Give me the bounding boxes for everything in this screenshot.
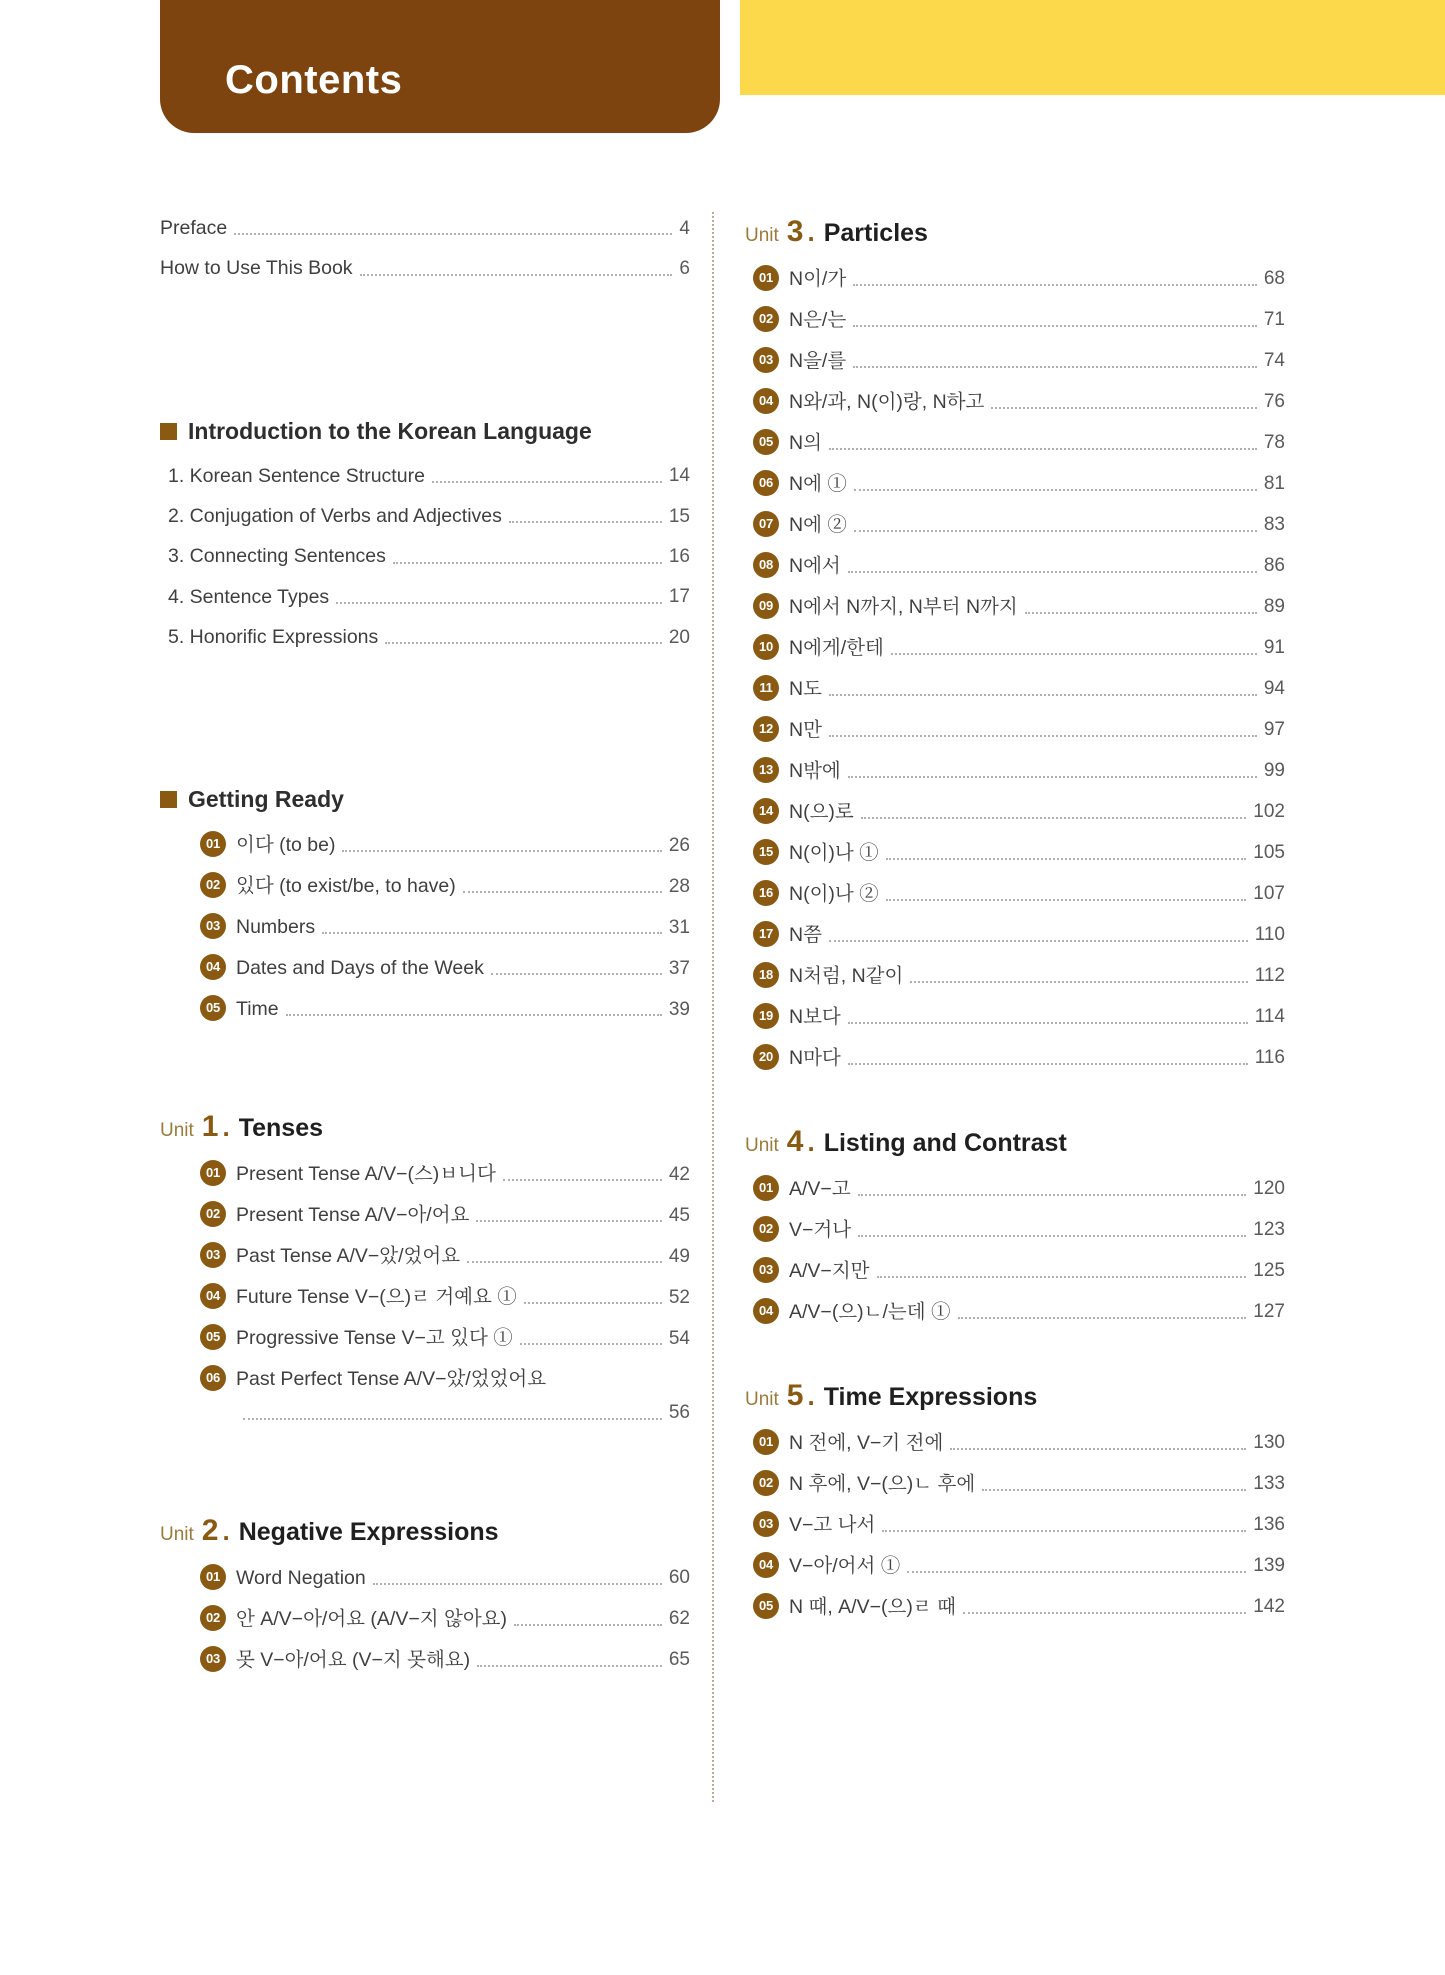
list-item[interactable] — [168, 543, 690, 569]
unit-word: Unit — [745, 1389, 779, 1410]
entry-label: Dates and Days of the Week — [236, 956, 484, 979]
entry-page: 89 — [1263, 596, 1285, 618]
entry-label: N와/과, N(이)랑, N하고 — [789, 390, 985, 413]
entry-label: Past Tense A/V−았/었어요 — [236, 1244, 461, 1267]
entry-label: V−고 나서 — [789, 1513, 876, 1536]
entry-page: 133 — [1253, 1473, 1285, 1495]
entry-label: N 후에, V−(으)ㄴ 후에 — [789, 1472, 976, 1495]
entry-page: 45 — [668, 1204, 690, 1226]
list-item[interactable] — [753, 880, 1285, 907]
entry-page: 60 — [668, 1567, 690, 1589]
entry-page: 71 — [1263, 309, 1285, 331]
unit-number: 3 — [786, 215, 804, 248]
entry-page: 81 — [1263, 473, 1285, 495]
page-title: Contents — [225, 58, 403, 102]
entry-page: 20 — [668, 626, 690, 648]
entry-label: 있다 (to exist/be, to have) — [236, 874, 456, 897]
entry-number-badge: 12 — [753, 716, 779, 742]
leader-dots — [524, 1302, 662, 1304]
list-item[interactable] — [200, 1365, 690, 1392]
leader-dots — [886, 858, 1247, 860]
entry-number-badge: 19 — [753, 1003, 779, 1029]
leader-dots — [858, 1194, 1247, 1196]
entry-page: 14 — [668, 465, 690, 487]
spacer — [160, 296, 690, 418]
section-introduction — [160, 418, 690, 651]
toc-right-column — [745, 215, 1285, 1634]
list-item[interactable] — [168, 584, 690, 610]
unit-number: 5 — [786, 1379, 804, 1412]
entry-page: 120 — [1253, 1178, 1285, 1200]
entry-number-badge: 05 — [200, 1324, 226, 1350]
list-item[interactable] — [168, 463, 690, 489]
unit-heading — [160, 1514, 690, 1548]
entry-page: 142 — [1253, 1596, 1285, 1618]
unit-number: 4 — [786, 1125, 804, 1158]
column-divider — [712, 212, 714, 1802]
list-item[interactable] — [753, 839, 1285, 866]
entry-label: N(이)나 ② — [789, 882, 879, 905]
entry-label: A/V−고 — [789, 1177, 851, 1200]
unit-dot: . — [222, 1112, 230, 1143]
unit-title: Tenses — [238, 1114, 324, 1143]
section-unit-5 — [745, 1379, 1285, 1620]
leader-dots — [360, 274, 673, 276]
list-item[interactable] — [168, 503, 690, 529]
list-item[interactable] — [160, 255, 690, 281]
section-unit-3 — [745, 215, 1285, 1071]
entry-page: 6 — [679, 257, 690, 279]
entry-label: N밖에 — [789, 759, 841, 782]
entry-label: 못 V−아/어요 (V−지 못해요) — [236, 1648, 471, 1671]
list-item[interactable] — [200, 872, 690, 899]
entry-page: 4 — [679, 217, 690, 239]
leader-dots — [829, 735, 1257, 737]
section-unit-1 — [160, 1110, 690, 1426]
entry-page: 125 — [1253, 1260, 1285, 1282]
entry-label: Preface — [160, 217, 228, 239]
list-item[interactable] — [753, 470, 1285, 497]
list-item[interactable] — [753, 1552, 1285, 1579]
entry-number-badge: 01 — [753, 265, 779, 291]
list-item[interactable] — [753, 1429, 1285, 1456]
section-heading-label: Getting Ready — [188, 786, 344, 813]
header-yellow-band — [740, 0, 1445, 95]
entry-number-badge: 01 — [753, 1429, 779, 1455]
leader-dots — [476, 1220, 661, 1222]
list-item[interactable] — [753, 1175, 1285, 1202]
leader-dots — [858, 1235, 1246, 1237]
entry-label: N을/를 — [789, 349, 847, 372]
list-item[interactable] — [200, 1324, 690, 1351]
entry-label: N에 ① — [789, 472, 847, 495]
unit-heading — [160, 1110, 690, 1144]
leader-dots — [467, 1261, 662, 1263]
unit-number: 2 — [201, 1513, 219, 1547]
spacer — [160, 664, 690, 786]
list-item[interactable] — [200, 831, 690, 858]
entry-page: 68 — [1263, 268, 1285, 290]
entry-page: 139 — [1253, 1555, 1285, 1577]
entry-label: N에게/한테 — [789, 636, 884, 659]
leader-dots — [886, 899, 1247, 901]
entry-number-badge: 03 — [200, 1646, 226, 1672]
leader-dots — [336, 602, 662, 604]
entry-number-badge: 17 — [753, 921, 779, 947]
list-item[interactable] — [753, 1298, 1285, 1325]
entry-label: 4. Sentence Types — [168, 585, 330, 608]
leader-dots — [848, 1022, 1248, 1024]
list-item[interactable] — [753, 921, 1285, 948]
list-item[interactable] — [200, 913, 690, 940]
leader-dots — [234, 233, 672, 235]
section-heading — [160, 786, 690, 813]
entry-label: 이다 (to be) — [236, 833, 336, 856]
unit-title: Listing and Contrast — [823, 1129, 1067, 1157]
leader-dots — [950, 1448, 1246, 1450]
entry-label: 2. Conjugation of Verbs and Adjectives — [168, 504, 502, 527]
list-item[interactable] — [200, 1283, 690, 1310]
entry-page: 62 — [668, 1608, 690, 1630]
list-item[interactable] — [753, 1216, 1285, 1243]
leader-dots — [991, 407, 1257, 409]
entry-label: Progressive Tense V−고 있다 ① — [236, 1326, 513, 1349]
spacer — [160, 1036, 690, 1110]
square-bullet-icon — [160, 423, 177, 440]
entry-number-badge: 13 — [753, 757, 779, 783]
entry-label: N 전에, V−기 전에 — [789, 1431, 944, 1454]
entry-page: 26 — [668, 834, 690, 856]
entry-number-badge: 03 — [753, 347, 779, 373]
entry-label: N의 — [789, 431, 822, 454]
spacer — [160, 1440, 690, 1514]
unit-heading — [745, 1125, 1285, 1159]
leader-dots — [963, 1612, 1246, 1614]
entry-page: 28 — [668, 875, 690, 897]
entry-number-badge: 03 — [753, 1511, 779, 1537]
entry-label: A/V−(으)ㄴ/는데 ① — [789, 1300, 951, 1323]
list-item[interactable] — [753, 1003, 1285, 1030]
entry-label: A/V−지만 — [789, 1259, 870, 1282]
entry-page: 114 — [1254, 1006, 1285, 1028]
entry-label: N(으)로 — [789, 800, 854, 823]
list-item[interactable] — [753, 429, 1285, 456]
entry-label: N도 — [789, 677, 822, 700]
leader-dots — [373, 1583, 662, 1585]
entry-number-badge: 20 — [753, 1044, 779, 1070]
entry-page: 76 — [1263, 391, 1285, 413]
list-item[interactable] — [753, 388, 1285, 415]
list-item[interactable] — [200, 1564, 690, 1591]
entry-number-badge: 04 — [200, 954, 226, 980]
unit-title: Negative Expressions — [238, 1517, 499, 1546]
leader-dots — [907, 1571, 1246, 1573]
leader-dots — [882, 1530, 1246, 1532]
unit-heading — [745, 215, 1285, 249]
entry-page: 39 — [668, 998, 690, 1020]
list-item[interactable] — [753, 962, 1285, 989]
entry-number-badge: 02 — [200, 872, 226, 898]
entry-label: How to Use This Book — [160, 257, 353, 280]
entry-page: 130 — [1253, 1432, 1285, 1454]
entry-label: Word Negation — [236, 1566, 366, 1589]
entry-page: 105 — [1253, 842, 1285, 864]
entry-label: Present Tense A/V−(스)ㅂ니다 — [236, 1162, 496, 1185]
entry-number-badge: 16 — [753, 880, 779, 906]
entry-label: Numbers — [236, 915, 316, 938]
entry-number-badge: 09 — [753, 593, 779, 619]
entry-page: 94 — [1263, 678, 1285, 700]
list-item[interactable] — [200, 1605, 690, 1632]
section-heading — [160, 418, 690, 445]
entry-number-badge: 15 — [753, 839, 779, 865]
leader-dots — [432, 481, 662, 483]
list-item[interactable] — [753, 757, 1285, 784]
entry-number-badge: 06 — [753, 470, 779, 496]
spacer — [745, 1085, 1285, 1125]
leader-dots — [958, 1317, 1247, 1319]
entry-page: 136 — [1253, 1514, 1285, 1536]
entry-page: 116 — [1254, 1047, 1285, 1069]
unit-word: Unit — [745, 225, 779, 246]
entry-number-badge: 10 — [753, 634, 779, 660]
entry-label: N마다 — [789, 1046, 841, 1069]
leader-dots — [243, 1418, 662, 1420]
leader-dots — [877, 1276, 1247, 1278]
entry-number-badge: 01 — [200, 831, 226, 857]
entry-page: 37 — [668, 957, 690, 979]
entry-number-badge: 02 — [200, 1605, 226, 1631]
entry-label: N(이)나 ① — [789, 841, 879, 864]
leader-dots — [1025, 612, 1257, 614]
entry-page: 123 — [1253, 1219, 1285, 1241]
entry-page: 15 — [668, 505, 690, 527]
unit-title: Time Expressions — [823, 1383, 1038, 1411]
leader-dots — [853, 284, 1257, 286]
unit-word: Unit — [160, 1523, 194, 1545]
list-item[interactable] — [160, 215, 690, 241]
section-unit-2 — [160, 1514, 690, 1673]
entry-page: 99 — [1263, 760, 1285, 782]
leader-dots — [520, 1343, 662, 1345]
entry-number-badge: 02 — [200, 1201, 226, 1227]
entry-label: N이/가 — [789, 267, 847, 290]
leader-dots — [509, 521, 662, 523]
unit-heading — [745, 1379, 1285, 1413]
entry-number-badge: 01 — [753, 1175, 779, 1201]
list-item[interactable] — [753, 1470, 1285, 1497]
entry-page: 17 — [668, 586, 690, 608]
leader-dots — [848, 1063, 1248, 1065]
list-item[interactable] — [753, 306, 1285, 333]
leader-dots — [491, 973, 662, 975]
entry-page: 110 — [1254, 924, 1285, 946]
unit-title: Particles — [823, 219, 928, 247]
entry-page: 127 — [1253, 1301, 1285, 1323]
leader-dots — [286, 1014, 662, 1016]
entry-page: 78 — [1263, 432, 1285, 454]
leader-dots — [829, 448, 1257, 450]
leader-dots — [514, 1624, 662, 1626]
list-item[interactable] — [200, 954, 690, 981]
entry-label: N에서 — [789, 554, 841, 577]
unit-number: 1 — [201, 1110, 219, 1144]
entry-label: N만 — [789, 718, 822, 741]
entry-page: 65 — [668, 1649, 690, 1671]
entry-page: 112 — [1254, 965, 1285, 987]
list-item[interactable] — [753, 1511, 1285, 1538]
entry-page: 74 — [1263, 350, 1285, 372]
entry-number-badge: 01 — [200, 1564, 226, 1590]
list-item[interactable] — [753, 1257, 1285, 1284]
front-matter-list — [160, 215, 690, 282]
spacer — [745, 1339, 1285, 1379]
entry-label: N은/는 — [789, 308, 847, 331]
leader-dots — [853, 366, 1257, 368]
entry-label: Past Perfect Tense A/V−았/었었어요 — [236, 1367, 547, 1390]
unit-word: Unit — [160, 1120, 194, 1142]
entry-number-badge: 11 — [753, 675, 779, 701]
leader-dots — [861, 817, 1247, 819]
entry-number-badge: 04 — [200, 1283, 226, 1309]
leader-dots — [848, 571, 1257, 573]
entry-number-badge: 02 — [753, 1216, 779, 1242]
leader-dots — [477, 1665, 662, 1667]
entry-label: N보다 — [789, 1005, 841, 1028]
unit-dot: . — [807, 1381, 815, 1411]
entry-page: 97 — [1263, 719, 1285, 741]
entry-number-badge: 05 — [753, 429, 779, 455]
entry-number-badge: 01 — [200, 1160, 226, 1186]
list-item[interactable] — [200, 1201, 690, 1228]
entry-number-badge: 03 — [753, 1257, 779, 1283]
entry-label: Time — [236, 997, 279, 1020]
leader-dots — [982, 1489, 1246, 1491]
entry-label: Present Tense A/V−아/어요 — [236, 1203, 470, 1226]
leader-dots — [503, 1179, 662, 1181]
list-item[interactable] — [753, 634, 1285, 661]
entry-page: 54 — [668, 1327, 690, 1349]
entry-number-badge: 04 — [753, 1552, 779, 1578]
list-item[interactable] — [753, 552, 1285, 579]
entry-number-badge: 07 — [753, 511, 779, 537]
list-item[interactable] — [753, 675, 1285, 702]
entry-number-badge: 06 — [200, 1365, 226, 1391]
entry-number-badge: 18 — [753, 962, 779, 988]
unit-dot: . — [807, 1127, 815, 1157]
entry-label: 3. Connecting Sentences — [168, 545, 386, 568]
entry-page: 42 — [668, 1163, 690, 1185]
list-item[interactable] — [168, 624, 690, 650]
entry-label: 안 A/V−아/어요 (A/V−지 않아요) — [236, 1607, 507, 1630]
entry-label: 1. Korean Sentence Structure — [168, 464, 425, 487]
entry-page: 49 — [668, 1245, 690, 1267]
entry-number-badge: 08 — [753, 552, 779, 578]
entry-label: N처럼, N같이 — [789, 964, 904, 987]
square-bullet-icon — [160, 791, 177, 808]
entry-label: V−거나 — [789, 1218, 852, 1241]
leader-dots — [393, 562, 662, 564]
unit-dot: . — [222, 1515, 230, 1546]
entry-label: N 때, A/V−(으)ㄹ 때 — [789, 1595, 956, 1618]
entry-label: N쯤 — [789, 923, 822, 946]
list-item[interactable] — [753, 1044, 1285, 1071]
entry-page: 86 — [1263, 555, 1285, 577]
entry-page: 16 — [668, 545, 690, 567]
section-unit-4 — [745, 1125, 1285, 1325]
list-item[interactable] — [753, 347, 1285, 374]
leader-dots — [848, 776, 1257, 778]
leader-dots — [829, 940, 1248, 942]
toc-left-column — [160, 215, 690, 1687]
entry-page: 107 — [1253, 883, 1285, 905]
list-item-continuation[interactable] — [236, 1400, 690, 1426]
section-getting-ready — [160, 786, 690, 1022]
leader-dots — [829, 694, 1257, 696]
list-item[interactable] — [753, 1593, 1285, 1620]
entry-label: N에 ② — [789, 513, 847, 536]
list-item[interactable] — [200, 1646, 690, 1673]
list-item[interactable] — [200, 995, 690, 1022]
entry-number-badge: 02 — [753, 1470, 779, 1496]
entry-page: 91 — [1263, 637, 1285, 659]
leader-dots — [910, 981, 1247, 983]
list-item[interactable] — [753, 511, 1285, 538]
entry-label: Future Tense V−(으)ㄹ 거예요 ① — [236, 1285, 517, 1308]
entry-page: 83 — [1263, 514, 1285, 536]
unit-dot: . — [807, 217, 815, 247]
unit-word: Unit — [745, 1135, 779, 1156]
list-item[interactable] — [753, 265, 1285, 292]
entry-number-badge: 03 — [200, 913, 226, 939]
entry-number-badge: 04 — [753, 1298, 779, 1324]
entry-page: 102 — [1253, 801, 1285, 823]
leader-dots — [854, 530, 1257, 532]
leader-dots — [342, 850, 661, 852]
page-header — [0, 0, 1445, 100]
entry-number-badge: 05 — [200, 995, 226, 1021]
leader-dots — [322, 932, 662, 934]
leader-dots — [853, 325, 1257, 327]
entry-label: 5. Honorific Expressions — [168, 625, 379, 648]
leader-dots — [463, 891, 662, 893]
entry-page: 56 — [668, 1402, 690, 1424]
entry-label: N에서 N까지, N부터 N까지 — [789, 595, 1018, 618]
entry-number-badge: 05 — [753, 1593, 779, 1619]
entry-page: 31 — [668, 916, 690, 938]
entry-number-badge: 03 — [200, 1242, 226, 1268]
entry-label: V−아/어서 ① — [789, 1554, 901, 1577]
entry-page: 52 — [668, 1286, 690, 1308]
section-heading-label: Introduction to the Korean Language — [188, 417, 592, 444]
list-item[interactable] — [753, 593, 1285, 620]
entry-number-badge: 14 — [753, 798, 779, 824]
leader-dots — [385, 642, 662, 644]
list-item[interactable] — [200, 1160, 690, 1187]
leader-dots — [891, 653, 1257, 655]
leader-dots — [854, 489, 1257, 491]
list-item[interactable] — [753, 716, 1285, 743]
list-item[interactable] — [753, 798, 1285, 825]
entry-number-badge: 02 — [753, 306, 779, 332]
entry-number-badge: 04 — [753, 388, 779, 414]
list-item[interactable] — [200, 1242, 690, 1269]
